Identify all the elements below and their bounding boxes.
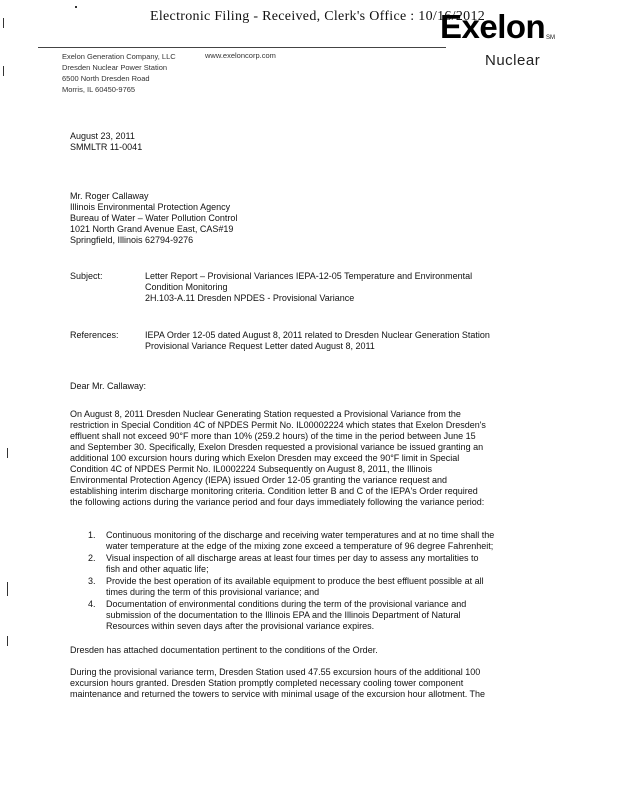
recipient-line: Springfield, Illinois 62794-9276 — [70, 235, 194, 245]
header-rule — [38, 47, 446, 48]
paragraph-line: effluent shall not exceed 90°F more than 10% (259.2 hours) of the time in the period between June 15 — [70, 431, 476, 441]
recipient-line: Illinois Environmental Protection Agency — [70, 202, 231, 212]
list-item-line: Documentation of environmental conditions during the term of the provisional variance and — [106, 599, 467, 609]
paragraph-variance-request — [70, 409, 540, 508]
references-label: References: — [70, 330, 119, 340]
list-item-line: Provide the best operation of its available equipment to produce the best effluent possible at all — [106, 576, 484, 586]
filing-stamp: Electronic Filing - Received, Clerk's Office : 10/16/2012 — [150, 9, 486, 24]
logo-wordmark: Exelon — [440, 8, 546, 45]
exelon-logo — [440, 8, 560, 78]
list-item-line: submission of the documentation to the Illinois EPA and the Illinois Department of Natural — [106, 610, 461, 620]
paragraph-line: On August 8, 2011 Dresden Nuclear Generating Station requested a Provisional Variance from the — [70, 409, 461, 419]
paragraph-line: and September 30. Specifically, Exelon Dresden requested a provisional variance be issued granting an — [70, 442, 484, 452]
paragraph-attachment-note: Dresden has attached documentation pertinent to the conditions of the Order. — [70, 645, 378, 655]
recipient-address — [70, 191, 237, 246]
list-item-line: Visual inspection of all discharge areas at least four times per day to assess any mortalities to — [106, 553, 479, 563]
list-item-number: 4. — [88, 599, 96, 609]
scan-mark — [3, 66, 4, 76]
paragraph-excursion-hours — [70, 667, 540, 700]
list-item — [88, 576, 548, 598]
scan-mark — [7, 448, 8, 458]
reference-line: IEPA Order 12-05 dated August 8, 2011 related to Dresden Nuclear Generation Station — [145, 330, 490, 340]
letter-date: August 23, 2011 — [70, 131, 135, 141]
paragraph-line: Environmental Protection Agency (IEPA) issued Order 12-05 granting the variance request and — [70, 475, 448, 485]
paragraph-line: additional 100 excursion hours during which Exelon Dresden may exceed the 90°F limit in Special — [70, 453, 460, 463]
list-item — [88, 599, 548, 632]
subject-line: Letter Report – Provisional Variances IEPA-12-05 Temperature and Environmental — [145, 271, 473, 281]
letter-ref-number: SMMLTR 11-0041 — [70, 142, 143, 152]
sender-url: www.exeloncorp.com — [205, 51, 276, 60]
logo-subtitle: Nuclear — [485, 52, 541, 69]
logo-trademark: SM — [546, 35, 555, 41]
list-item-number: 3. — [88, 576, 96, 586]
scan-mark — [7, 636, 8, 646]
scan-mark — [75, 6, 77, 8]
subject-line: 2H.103-A.11 Dresden NPDES - Provisional Variance — [145, 293, 355, 303]
paragraph-line: establishing interim discharge monitoring criteria. Condition letter B and C of the IEPA's Order required — [70, 486, 478, 496]
date-block — [70, 131, 142, 153]
sender-line: Exelon Generation Company, LLC — [62, 52, 176, 61]
scan-mark — [3, 18, 4, 28]
list-item-line: times during the term of this provisional variance; and — [106, 587, 320, 597]
sender-line: Morris, IL 60450-9765 — [62, 85, 136, 94]
paragraph-line: excursion hours granted. Dresden Station promptly completed necessary cooling tower component — [70, 678, 464, 688]
list-item-number: 2. — [88, 553, 96, 563]
list-item-line: fish and other aquatic life; — [106, 564, 209, 574]
salutation: Dear Mr. Callaway: — [70, 381, 147, 391]
sender-line: 6500 North Dresden Road — [62, 74, 150, 83]
paragraph-line: restriction in Special Condition 4C of NPDES Permit No. IL00002224 which states that Exelon Dresden's — [70, 420, 486, 430]
paragraph-line: During the provisional variance term, Dresden Station used 47.55 excursion hours of the additional 100 — [70, 667, 481, 677]
subject-label: Subject: — [70, 271, 103, 281]
recipient-line: 1021 North Grand Avenue East, CAS#19 — [70, 224, 234, 234]
recipient-line: Mr. Roger Callaway — [70, 191, 149, 201]
paragraph-line: the following actions during the variance period and four days immediately following the variance period: — [70, 497, 485, 507]
paragraph-line: Condition 4C of NPDES Permit No. IL0002224 Subsequently on August 8, 2011, the Illinois — [70, 464, 433, 474]
subject-text — [145, 271, 472, 304]
recipient-line: Bureau of Water – Water Pollution Control — [70, 213, 238, 223]
reference-line: Provisional Variance Request Letter dated August 8, 2011 — [145, 341, 375, 351]
list-item-line: Continuous monitoring of the discharge and receiving water temperatures and at no time shall the — [106, 530, 495, 540]
list-item — [88, 553, 548, 575]
list-item-line: water temperature at the edge of the mixing zone exceed a temperature of 96 degree Fahrenheit; — [106, 541, 494, 551]
list-item-number: 1. — [88, 530, 96, 540]
list-item-line: Resources within seven days after the provisional variance expires. — [106, 621, 375, 631]
sender-address — [62, 51, 176, 95]
required-actions-list — [88, 530, 548, 633]
scan-mark — [7, 582, 8, 596]
list-item — [88, 530, 548, 552]
subject-line: Condition Monitoring — [145, 282, 228, 292]
sender-line: Dresden Nuclear Power Station — [62, 63, 168, 72]
references-text — [145, 330, 490, 352]
paragraph-line: maintenance and returned the towers to service with minimal usage of the excursion hour allotment. The — [70, 689, 486, 699]
